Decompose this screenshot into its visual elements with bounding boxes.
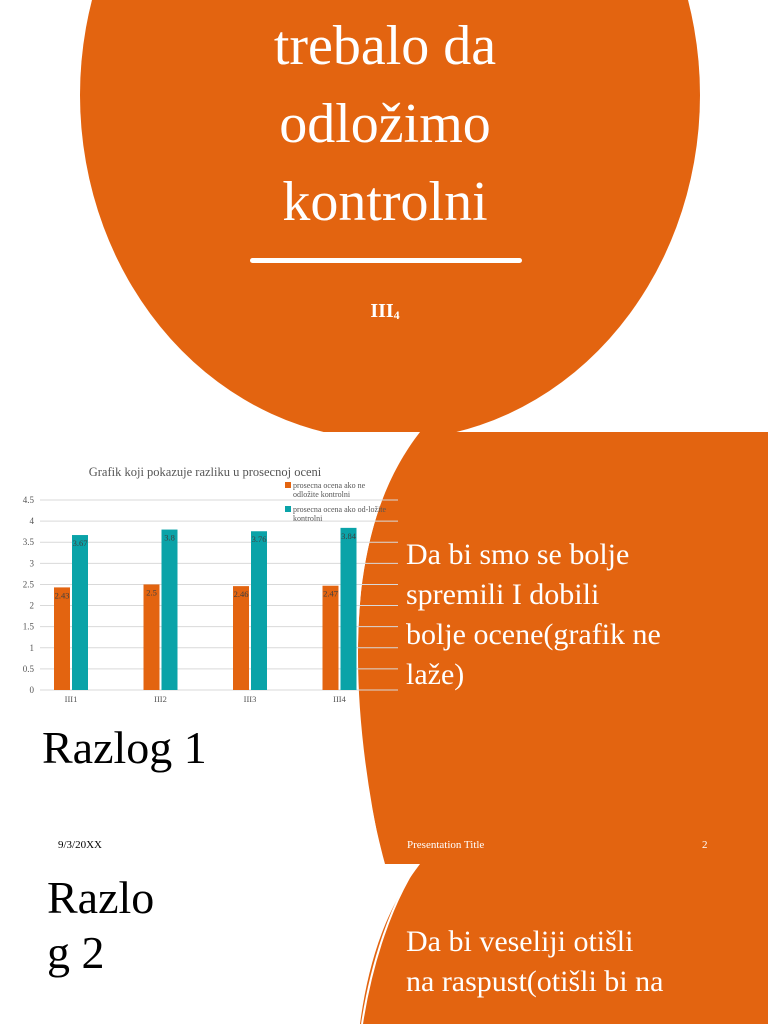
y-tick-label: 2 <box>29 600 34 611</box>
legend-swatch <box>285 482 291 488</box>
body-line-2: spremili I dobili <box>406 577 600 611</box>
footer-presentation-title: Presentation Title <box>407 839 485 851</box>
x-tick-label: III1 <box>64 694 78 704</box>
body-line-3: bolje ocene(grafik ne <box>406 617 661 651</box>
slide-heading: Razlog 1 <box>42 722 207 773</box>
heading-2-line-2: g 2 <box>47 927 105 979</box>
bar-data-label: 3.76 <box>251 534 267 545</box>
y-tick-label: 1 <box>29 642 34 653</box>
title-line-1: trebalo da <box>273 15 497 77</box>
chart-title: Grafik koji pokazuje razliku u prosecnoj oceni <box>88 465 322 479</box>
slide-body-2 <box>406 922 746 1002</box>
bar <box>251 531 267 690</box>
title-underline <box>250 258 522 263</box>
y-tick-label: 4 <box>29 516 34 527</box>
bar <box>144 584 160 690</box>
title-subtitle <box>340 300 430 323</box>
bar <box>162 530 178 690</box>
bar-data-label: 3.84 <box>341 530 356 541</box>
bar-data-label: 3.67 <box>72 538 88 549</box>
title-slide <box>0 0 768 432</box>
bar <box>323 586 339 690</box>
body-2-line-2: na raspust(otišli bi na <box>406 964 664 998</box>
y-tick-label: 0 <box>29 685 34 695</box>
subtitle-subscript: 4 <box>393 308 400 322</box>
slide-heading-2 <box>47 870 154 980</box>
y-tick-label: 3.5 <box>22 537 34 548</box>
heading-2-line-1: Razlo <box>47 872 155 923</box>
title-line-2: odložimo <box>279 93 491 155</box>
bar-data-label: 2.46 <box>233 589 249 600</box>
y-tick-label: 2.5 <box>22 579 34 590</box>
body-line-1: Da bi smo se bolje <box>406 538 630 571</box>
footer-date: 9/3/20XX <box>58 839 102 851</box>
footer-page-number: 2 <box>702 839 708 851</box>
bar-data-label: 3.8 <box>164 532 175 543</box>
bar-data-label: 2.43 <box>54 590 70 601</box>
y-tick-label: 4.5 <box>22 495 34 505</box>
bar-data-label: 2.47 <box>323 588 338 599</box>
x-tick-label: III4 <box>333 694 346 704</box>
legend-swatch <box>285 506 291 512</box>
reason-1-slide <box>0 432 768 864</box>
legend-label-line-1: prosecna ocena ako ne <box>293 481 366 490</box>
bar <box>233 586 249 690</box>
legend-label-line-1: prosecna ocena ako od-ložite <box>293 505 387 514</box>
bar <box>54 587 70 690</box>
x-tick-label: III3 <box>243 694 257 704</box>
title-line-3: kontrolni <box>282 171 488 233</box>
body-2-line-1: Da bi veseliji otišli <box>406 925 634 958</box>
bar-chart <box>0 454 400 724</box>
legend-label-line-2: odložite kontrolni <box>293 490 351 499</box>
y-tick-label: 3 <box>29 558 34 569</box>
y-tick-label: 1.5 <box>22 621 34 632</box>
subtitle-main: III <box>370 300 394 322</box>
bar <box>341 528 357 690</box>
y-tick-label: 0.5 <box>22 663 34 674</box>
x-tick-label: III2 <box>154 694 167 704</box>
slide-body <box>406 535 746 695</box>
legend-label-line-2: kontrolni <box>293 514 323 523</box>
reason-2-slide <box>0 864 768 1024</box>
body-line-4: laže) <box>406 657 465 691</box>
bar-data-label: 2.5 <box>146 587 157 598</box>
bar <box>72 535 88 690</box>
